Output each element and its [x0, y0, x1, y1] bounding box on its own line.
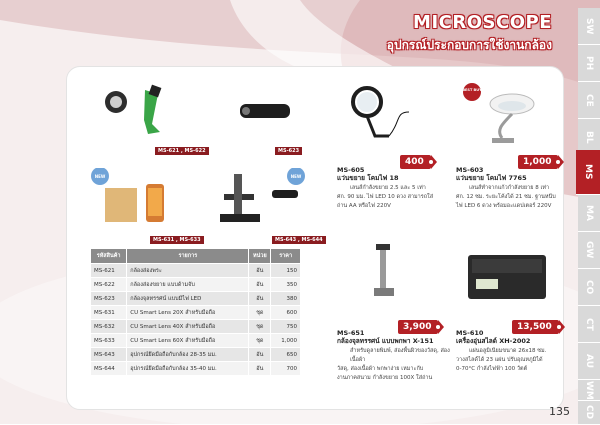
table-row: MS-643 อุปกรณ์ยึดมือถือกับกล้อง 28-35 มม. อัน 650	[91, 348, 301, 362]
tab-ce[interactable]: CE	[578, 82, 600, 119]
product-name: เครื่องอุ่นสไลด์ XH-2002	[456, 337, 531, 345]
table-row: MS-632 CU Smart Lens 40X สำหรับมือถือ ชุด 750	[91, 320, 301, 334]
table-row: MS-622 กล้องส่องขยาย แบบด้ามจับ อัน 350	[91, 278, 301, 292]
product-desc-line: งานภาคสนาม กำลังขยาย 100X ใส่ถ่าน	[337, 375, 433, 381]
product-desc-line: ไฟ LED 6 ดวง พร้อมอะแดปเตอร์ 220V	[456, 203, 552, 209]
clamp-lamp-image	[462, 80, 552, 146]
tab-cd[interactable]: CD	[578, 401, 600, 425]
product-desc-line: ศก. 12 ซม. ระยะโค้งได้ 21 ซม. ฐานหนีบ	[456, 194, 556, 200]
tab-co[interactable]: CO	[578, 269, 600, 306]
tab-sw[interactable]: SW	[578, 8, 600, 45]
svg-text:NEW: NEW	[290, 174, 302, 179]
tab-bl[interactable]: BL	[578, 119, 600, 156]
tab-wm[interactable]: WM	[578, 380, 600, 401]
product-desc-line: สำหรับดูลายพิมพ์, ส่องพื้นผิวของวัสดุ, ส่องเนื้อผ้า	[350, 348, 450, 363]
table-header: ราคา	[271, 249, 301, 264]
product-code: MS-605	[337, 166, 365, 174]
lamp-magnifier-image	[345, 82, 415, 144]
smart-lens-image	[90, 168, 195, 230]
svg-text:NEW: NEW	[94, 174, 106, 179]
caption-ms631-633: MS-631 , MS-633	[150, 236, 204, 244]
page-number: 135	[549, 405, 570, 418]
caption-ms643-644: MS-643 , MS-644	[272, 236, 326, 244]
product-name: กล้องจุลทรรศน์ แบบพกพา X-151	[337, 337, 434, 345]
tab-gw[interactable]: GW	[578, 232, 600, 269]
page-subtitle: อุปกรณ์ประกอบการใช้งานกล้อง	[386, 38, 552, 52]
table-header: หน่วย	[249, 249, 271, 264]
table-header: รายการ	[127, 249, 249, 264]
table-row: MS-623 กล้องจุลทรรศน์ แบบมีไฟ LED อัน 380	[91, 292, 301, 306]
tab-ct[interactable]: CT	[578, 306, 600, 343]
product-name: แว่นขยาย โคมไฟ 7765	[456, 174, 527, 182]
product-code: MS-651	[337, 329, 365, 337]
price-tag: 1,000	[518, 155, 558, 169]
slide-warmer-image	[462, 245, 552, 307]
price-tag: 13,500	[512, 320, 559, 334]
caption-ms621-622: MS-621 , MS-622	[155, 147, 209, 155]
product-desc-line: เลนส์กำลังขยาย 2.5 และ 5 เท่า	[350, 185, 426, 191]
caption-ms623: MS-623	[275, 147, 302, 155]
product-name: แว่นขยาย โคมไฟ 18	[337, 174, 399, 182]
led-microscope-image	[220, 86, 310, 138]
best-buy-badge: BEST BUY	[462, 88, 482, 92]
price-tag: 3,900	[398, 320, 438, 334]
product-code: MS-610	[456, 329, 484, 337]
magnifier-image	[90, 80, 190, 142]
product-desc-line: ถ่าน AA หรือไฟ 220V	[337, 203, 391, 209]
table-row: MS-633 CU Smart Lens 60X สำหรับมือถือ ชุด 1,000	[91, 334, 301, 348]
phone-adapter-image	[210, 168, 310, 230]
product-desc-line: วัสดุ, ส่องเนื้อผ้า พกพาง่าย เหมาะกับ	[337, 366, 424, 372]
product-desc-line: เลนส์ทำจากแก้วกำลังขยาย 8 เท่า	[469, 185, 550, 191]
table-header: รหัสสินค้า	[91, 249, 127, 264]
page-title: MICROSCOPE	[413, 12, 552, 33]
table-row: MS-631 CU Smart Lens 20X สำหรับมือถือ ชุด 600	[91, 306, 301, 320]
tab-ph[interactable]: PH	[578, 45, 600, 82]
product-desc-line: แผ่นอลูมิเนียมขนาด 26x18 ซม.	[469, 348, 547, 354]
tab-ma[interactable]: MA	[578, 195, 600, 232]
product-code: MS-603	[456, 166, 484, 174]
tab-au[interactable]: AU	[578, 343, 600, 380]
table-row: MS-644 อุปกรณ์ยึดมือถือกับกล้อง 35-40 มม. อัน 700	[91, 362, 301, 376]
table-row: MS-621 กล้องส่องพระ อัน 150	[91, 264, 301, 278]
price-tag: 400	[400, 155, 431, 169]
product-desc-line: ศก. 90 มม. ไฟ LED 10 ดวง สามารถใส่	[337, 194, 434, 200]
product-desc-line: 0-70°C กำลังไฟฟ้า 100 วัตต์	[456, 366, 528, 372]
tab-ms[interactable]: MS	[576, 150, 600, 195]
portable-microscope-image	[350, 240, 420, 310]
price-table	[90, 248, 301, 376]
product-desc-line: วางสไลด์ได้ 23 แผ่น ปรับอุณหภูมิได้	[456, 357, 543, 363]
section-index-tabs	[578, 0, 600, 424]
